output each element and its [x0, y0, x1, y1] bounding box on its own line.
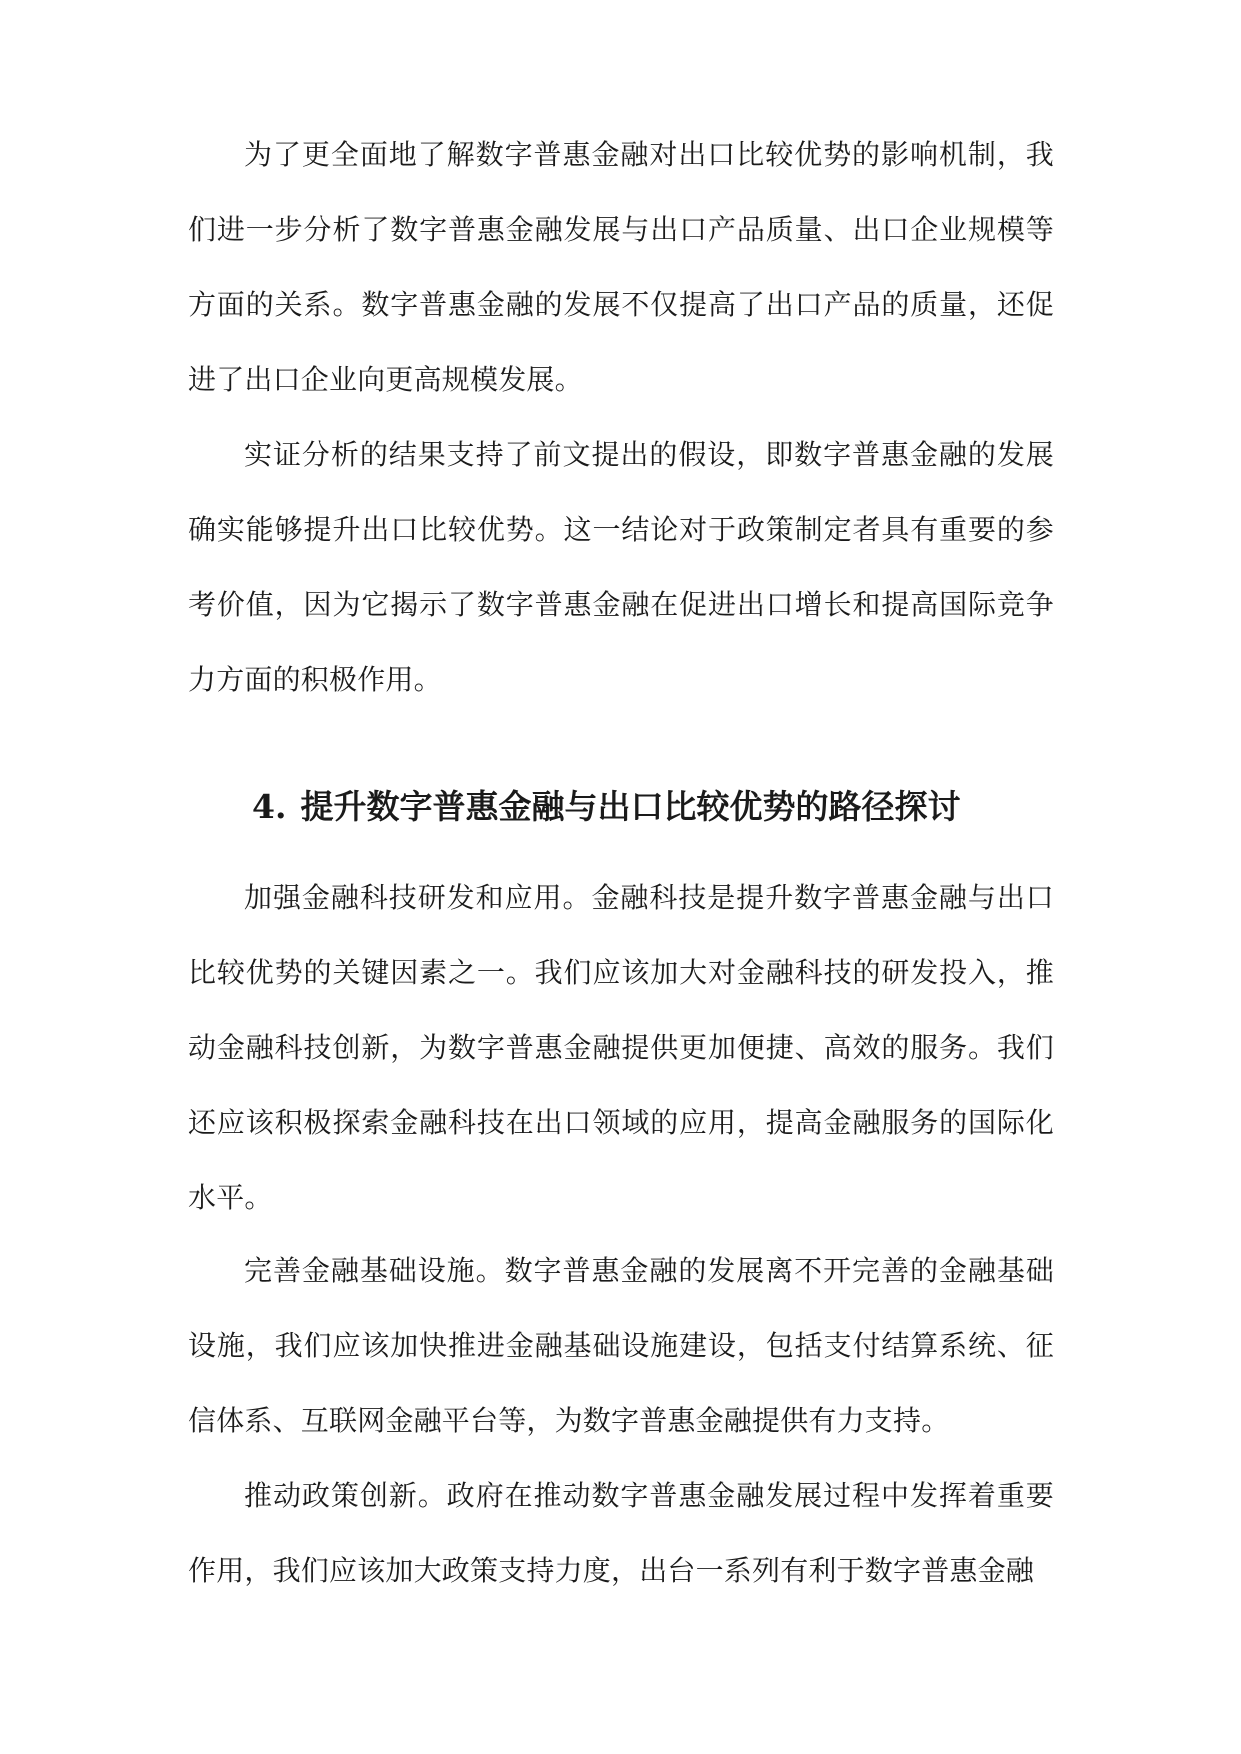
section-heading [252, 777, 960, 837]
paragraph-infrastructure: 完善金融基础设施。数字普惠金融的发展离不开完善的金融基础设施，我们应该加快推进金融基础设施建设，包括支付结算系统、征信体系、互联网金融平台等，为数字普惠金融提供有力支持。 [188, 1254, 1054, 1437]
paragraph-fintech: 加强金融科技研发和应用。金融科技是提升数字普惠金融与出口比较优势的关键因素之一。我们应该加大对金融科技的研发投入，推动金融科技创新，为数字普惠金融提供更加便捷、高效的服务。我们还应该积极探索金融科技在出口领域的应用，提高金融服务的国际化水平。 [188, 881, 1054, 1214]
section-number: 4. [252, 787, 287, 826]
paragraph-policy: 推动政策创新。政府在推动数字普惠金融发展过程中发挥着重要作用，我们应该加大政策支持力度，出台一系列有利于数字普惠金融 [188, 1479, 1054, 1587]
paragraph-empirical-results: 实证分析的结果支持了前文提出的假设，即数字普惠金融的发展确实能够提升出口比较优势。这一结论对于政策制定者具有重要的参考价值，因为它揭示了数字普惠金融在促进出口增长和提高国际竞争力方面的积极作用。 [188, 438, 1054, 696]
section-title: 提升数字普惠金融与出口比较优势的路径探讨 [300, 787, 961, 826]
paragraph-mechanism-analysis: 为了更全面地了解数字普惠金融对出口比较优势的影响机制，我们进一步分析了数字普惠金融发展与出口产品质量、出口企业规模等方面的关系。数字普惠金融的发展不仅提高了出口产品的质量，还促进了出口企业向更高规模发展。 [188, 138, 1054, 396]
